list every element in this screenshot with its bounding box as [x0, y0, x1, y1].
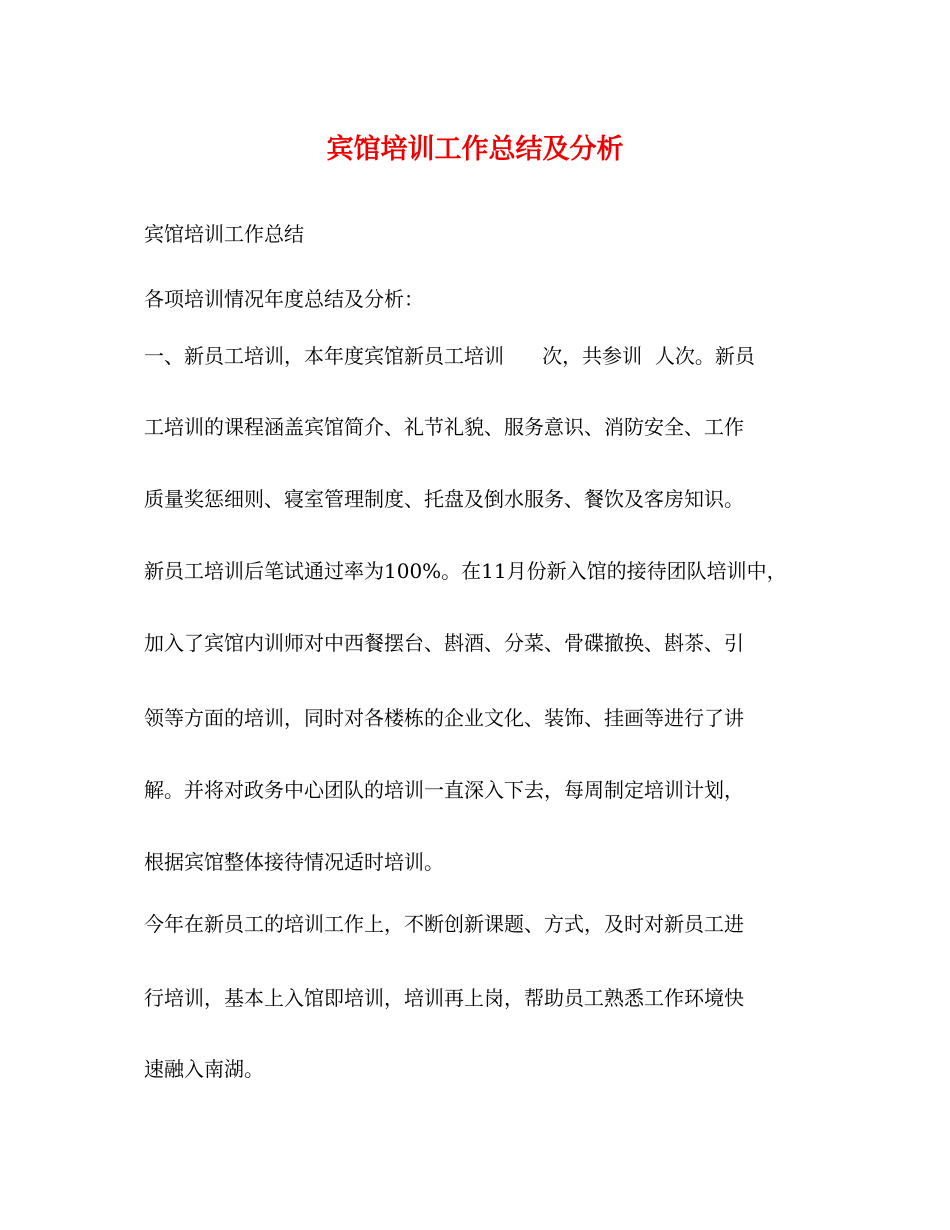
section-subheading: 各项培训情况年度总结及分析： — [144, 287, 424, 311]
body-line: 新员工培训后笔试通过率为100%。在11月份新入馆的接待团队培训中， — [144, 559, 787, 583]
body-line: 质量奖惩细则、寝室管理制度、托盘及倒水服务、餐饮及客房知识。 — [144, 487, 744, 511]
body-line: 根据宾馆整体接待情况适时培训。 — [144, 850, 444, 874]
body-line: 一、新员工培训，本年度宾馆新员工培训 次，共参训 人次。新员 — [144, 344, 755, 368]
body-line: 领等方面的培训，同时对各楼栋的企业文化、装饰、挂画等进行了讲 — [144, 706, 744, 730]
body-line: 行培训，基本上入馆即培训，培训再上岗，帮助员工熟悉工作环境快 — [144, 986, 744, 1010]
body-line: 解。并将对政务中心团队的培训一直深入下去，每周制定培训计划， — [144, 778, 744, 802]
body-line: 加入了宾馆内训师对中西餐摆台、斟酒、分菜、骨碟撤换、斟茶、引 — [144, 631, 744, 655]
body-line: 今年在新员工的培训工作上，不断创新课题、方式，及时对新员工进 — [144, 912, 744, 936]
document-title: 宾馆培训工作总结及分析 — [326, 134, 624, 165]
body-line: 工培训的课程涵盖宾馆简介、礼节礼貌、服务意识、消防安全、工作 — [144, 415, 744, 439]
section-heading: 宾馆培训工作总结 — [144, 222, 304, 246]
body-line: 速融入南湖。 — [144, 1057, 264, 1081]
